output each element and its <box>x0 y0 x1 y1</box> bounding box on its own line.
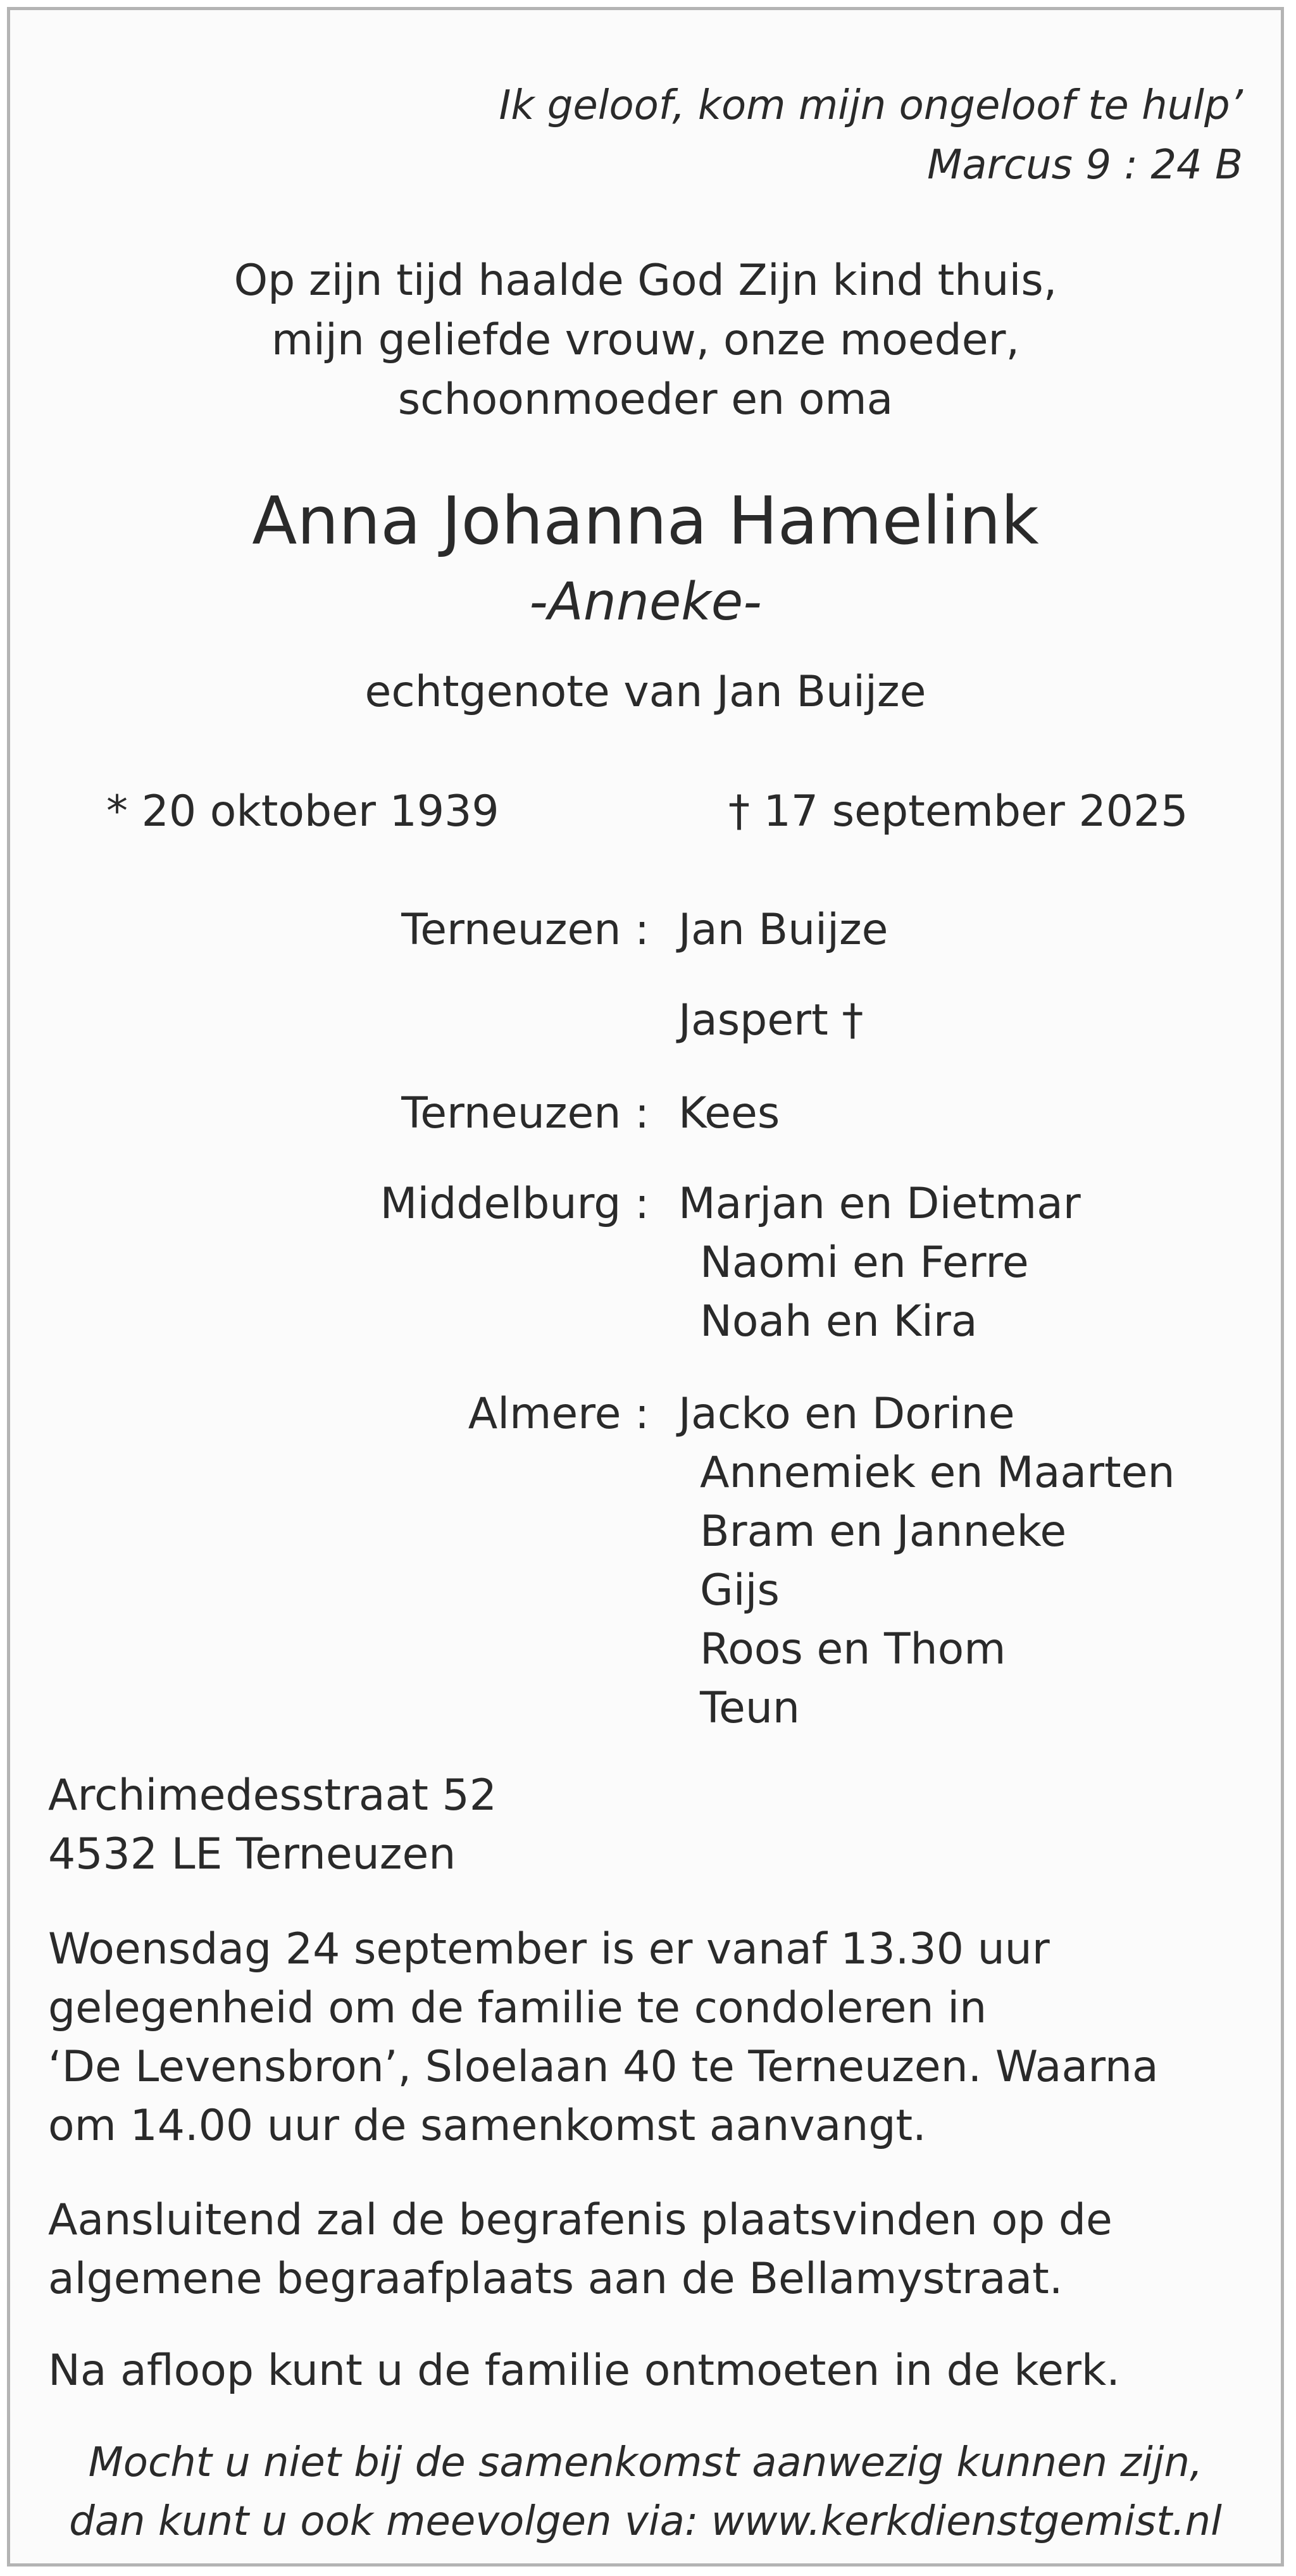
birth-date: * 20 oktober 1939 <box>106 787 499 837</box>
paragraph-line: ‘De Levensbron’, Sloelaan 40 te Terneuzen. Waarna <box>48 2042 1159 2092</box>
family-member: Gijs <box>700 1565 780 1615</box>
address-city: 4532 LE Terneuzen <box>48 1829 456 1879</box>
family-place-middelburg: Middelburg : <box>380 1179 649 1229</box>
intro-line-1: Op zijn tijd haalde God Zijn kind thuis, <box>234 256 1057 306</box>
bible-reference: Marcus 9 : 24 B <box>927 142 1243 189</box>
family-member: Teun <box>700 1683 801 1733</box>
closing-line-2: dan kunt u ook meevolgen via: www.kerkdienstgemist.nl <box>69 2498 1222 2545</box>
spouse-line: echtgenote van Jan Buijze <box>364 667 926 717</box>
death-date: † 17 september 2025 <box>728 787 1188 837</box>
family-member: Annemiek en Maarten <box>700 1448 1175 1498</box>
paragraph-line: gelegenheid om de familie te condoleren in <box>48 1983 987 2033</box>
bible-quote: Ik geloof, kom mijn ongeloof te hulp’ <box>499 82 1243 129</box>
family-member: Jan Buijze <box>678 905 888 955</box>
intro-line-3: schoonmoeder en oma <box>397 375 894 425</box>
family-member: Noah en Kira <box>700 1297 978 1347</box>
paragraph-line: algemene begraafplaats aan de Bellamystraat. <box>48 2254 1063 2304</box>
family-member: Bram en Janneke <box>700 1507 1067 1557</box>
paragraph-line: Aansluitend zal de begrafenis plaatsvinden op de <box>48 2195 1112 2245</box>
family-place-almere: Almere : <box>468 1389 649 1439</box>
family-place-terneuzen-1: Terneuzen : <box>401 905 649 955</box>
deceased-name: Anna Johanna Hamelink <box>252 482 1039 559</box>
family-member: Naomi en Ferre <box>700 1238 1029 1288</box>
paragraph-line: om 14.00 uur de samenkomst aanvangt. <box>48 2101 926 2151</box>
closing-line-1: Mocht u niet bij de samenkomst aanwezig kunnen zijn, <box>88 2439 1203 2486</box>
family-member: Marjan en Dietmar <box>678 1179 1081 1229</box>
family-member: Jacko en Dorine <box>678 1389 1015 1439</box>
intro-line-2: mijn geliefde vrouw, onze moeder, <box>271 315 1020 365</box>
family-member: Jaspert † <box>678 995 864 1045</box>
family-place-terneuzen-2: Terneuzen : <box>401 1088 649 1138</box>
family-member: Roos en Thom <box>700 1624 1006 1674</box>
paragraph-line: Woensdag 24 september is er vanaf 13.30 uur <box>48 1924 1050 1974</box>
notice-frame <box>7 7 1284 2567</box>
address-street: Archimedesstraat 52 <box>48 1770 497 1820</box>
family-member: Kees <box>678 1088 780 1138</box>
deceased-nickname: -Anneke- <box>529 572 762 632</box>
paragraph-line: Na afloop kunt u de familie ontmoeten in de kerk. <box>48 2346 1120 2396</box>
